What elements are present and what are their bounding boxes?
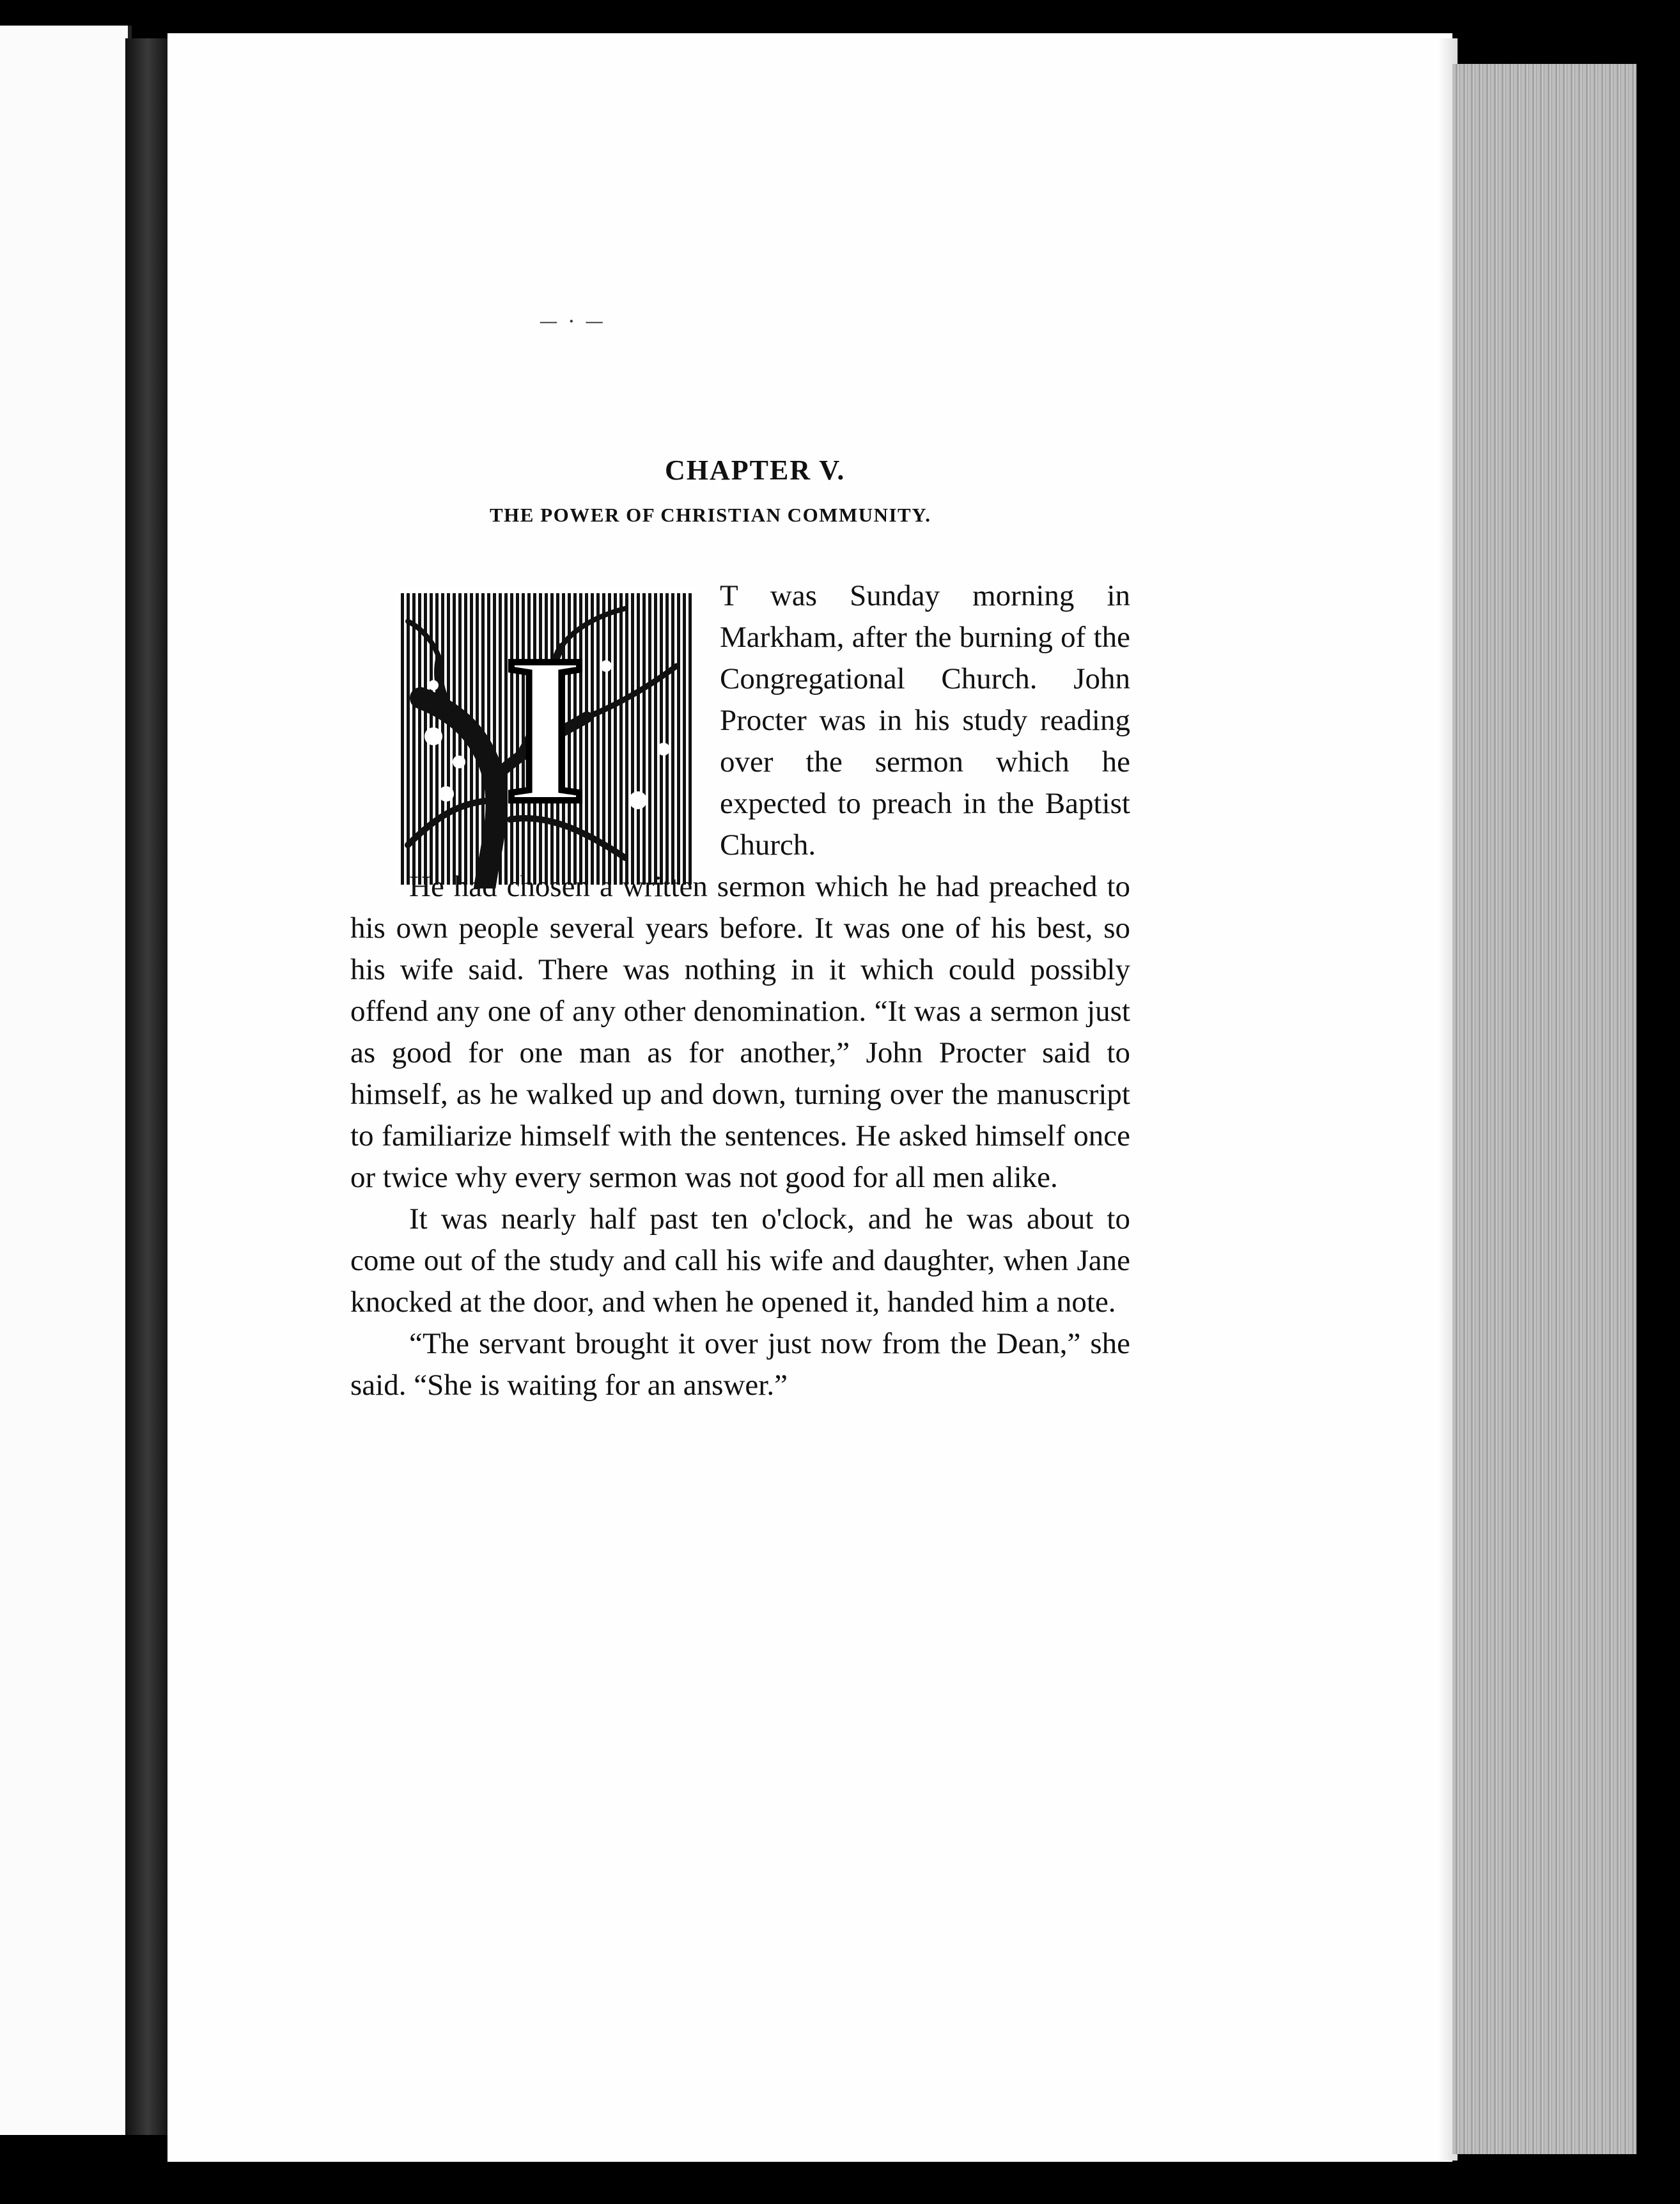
chapter-title: CHAPTER V.: [665, 454, 846, 486]
body-text: [350, 575, 1130, 1406]
page-mark: — · —: [540, 312, 607, 330]
chapter-subtitle: THE POWER OF CHRISTIAN COMMUNITY.: [490, 504, 931, 526]
paragraph-2: He had chosen a written sermon which he had preached to his own people several years before. It was one of his best, so his wife said. There was nothing in it which could possibly offend any one of any other denomination. “It was a sermon just as good for one man as for another,” John Procter said to himself, as he walked up and down, turning over the manuscript to familiarize himself with the sentences. He asked himself once or twice why every sermon was not good for all men alike.: [350, 870, 1130, 1194]
paragraph-1: T was Sunday morning in Markham, after the burning of the Congregational Church. John Procter was in his study reading over the sermon which he expected to preach in the Baptist Church.: [720, 579, 1130, 862]
dropcap-letter: I: [504, 613, 587, 846]
paragraph-4: “The servant brought it over just now from the Dean,” she said. “She is waiting for an answer.”: [350, 1327, 1130, 1402]
paragraph-3: It was nearly half past ten o'clock, and he was about to come out of the study and call his wife and daughter, when Jane knocked at the door, and when he opened it, handed him a note.: [350, 1202, 1130, 1319]
page-block-edges: [1452, 64, 1637, 2154]
book-gutter: [125, 38, 170, 2135]
left-facing-page: [0, 26, 132, 2135]
